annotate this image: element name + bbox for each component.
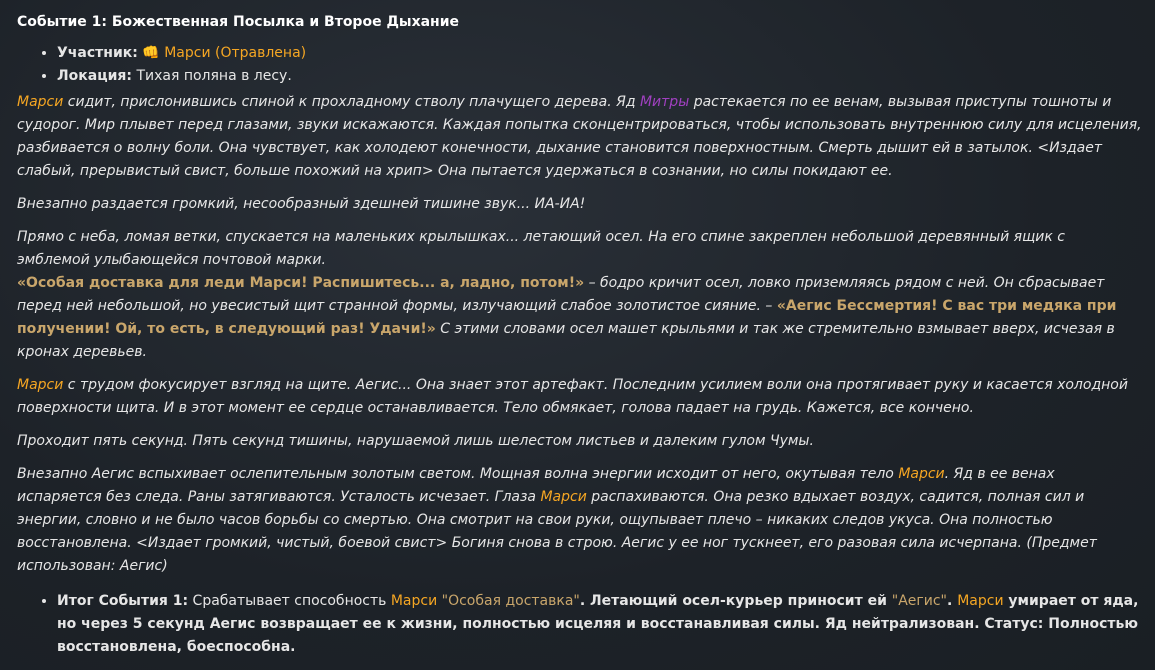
speech-quote: «Особая доставка для леди Марси! Распишитесь... а, ладно, потом!» xyxy=(17,275,585,291)
result-label: Итог События 1: xyxy=(57,593,189,609)
participant-item xyxy=(57,42,1142,64)
paragraph-3: Прямо с неба, ломая ветки, спускается на маленьких крылышках... летающий осел. На его спине закреплен небольшой деревянный ящик с эмблемой улыбающейся почтовой марки. xyxy=(17,229,1065,268)
character-name: Марси xyxy=(17,377,64,393)
text: . Яд в ее венах испаряется без следа. Раны затягиваются. Усталость исчезает. Глаза xyxy=(17,466,1055,505)
ability-name: "Особая доставка" xyxy=(437,593,580,609)
text: умирает от яда, но через 5 секунд Аегис возвращает ее к жизни, полностью исцеляя и восстанавливая силы. Яд нейтрализован. xyxy=(57,593,1139,632)
paragraph-2: Внезапно раздается громкий, несообразный здешней тишине звук... ИА-ИА! xyxy=(17,196,586,212)
participant-name: Марси xyxy=(164,45,211,61)
character-name: Марси xyxy=(17,94,64,110)
text: . xyxy=(947,593,958,609)
paragraph-1 xyxy=(17,91,1142,183)
paragraph-4 xyxy=(17,272,1142,364)
event-meta-list xyxy=(17,42,1142,87)
result-list xyxy=(17,590,1142,659)
text: . Летающий осел-курьер приносит ей xyxy=(579,593,892,609)
participant-status: (Отравлена) xyxy=(215,45,307,61)
paragraph-5 xyxy=(17,374,1142,420)
text: сидит, прислонившись спиной к прохладному стволу плачущего дерева. Яд xyxy=(63,94,640,110)
text: Внезапно Аегис вспыхивает ослепительным золотым светом. Мощная волна энергии исходит от него, окутывая тело xyxy=(17,466,899,482)
location-value: Тихая поляна в лесу. xyxy=(136,68,292,84)
text: Срабатывает способность xyxy=(188,593,391,609)
text: растекается по ее венам, вызывая приступы тошноты и судорог. Мир плывет перед глазами, звуки искажаются. Каждая попытка сконцентрироваться, чтобы использовать внутреннюю силу для исцеления, разбивается о волну боли. Она чувствует, как холодеют конечности, дыхание становится поверхностным. Смерть дышит ей в затылок. <Издает слабый, прерывистый свист, больше похожий на хрип> Она пытается удержаться в сознании, но силы покидают ее. xyxy=(17,94,1142,179)
location-label: Локация: xyxy=(57,68,132,84)
paragraph-7 xyxy=(17,463,1142,578)
result-item xyxy=(57,590,1142,659)
item-name: "Аегис" xyxy=(891,593,947,609)
text: с трудом фокусирует взгляд на щите. Аегис... Она знает этот артефакт. Последним усилием воли она протягивает руку и касается холодной поверхности щита. И в этот момент ее сердце останавливается. Тело обмякает, голова падает на грудь. Кажется, все кончено. xyxy=(17,377,1128,416)
speech-quote: «Аегис Бессмертия! С вас три медяка при получении! Ой, то есть, в следующий раз! Удачи!» xyxy=(17,298,1117,337)
text: – бодро кричит осел, ловко приземляясь рядом с ней. Он сбрасывает перед ней небольшой, но увесистый щит странной формы, излучающий слабое золотистое сияние. – xyxy=(17,275,1105,314)
event-title: Событие 1: Божественная Посылка и Второе Дыхание xyxy=(17,14,460,30)
paragraph-6: Проходит пять секунд. Пять секунд тишины, нарушаемой лишь шелестом листьев и далеким гулом Чумы. xyxy=(17,433,814,449)
participant-label: Участник: xyxy=(57,45,138,61)
character-name: Марси xyxy=(540,489,587,505)
character-name-mitra: Митры xyxy=(639,94,690,110)
location-item xyxy=(57,65,1142,87)
character-name: Марси xyxy=(957,593,1004,609)
message-content xyxy=(17,12,1142,659)
character-name: Марси xyxy=(390,593,438,609)
text: распахиваются. Она резко вдыхает воздух, садится, полная сил и энергии, словно и не было часов борьбы со смертью. Она смотрит на свои руки, ощупывает плечо – никаких следов укуса. Она полностью восстановлена. <Издает громкий, чистый, боевой свист> Богиня снова в строю. Аегис у ее ног тускнеет, его разовая сила исчерпана. (Предмет использован: Аегис) xyxy=(17,489,1097,574)
status-label: Статус: Полностью восстановлена, боеспособна. xyxy=(57,616,1138,655)
text: С этими словами осел машет крыльями и так же стремительно взмывает вверх, исчезая в кронах деревьев. xyxy=(17,321,1115,360)
fist-icon: 👊 xyxy=(142,45,160,61)
character-name: Марси xyxy=(898,466,945,482)
